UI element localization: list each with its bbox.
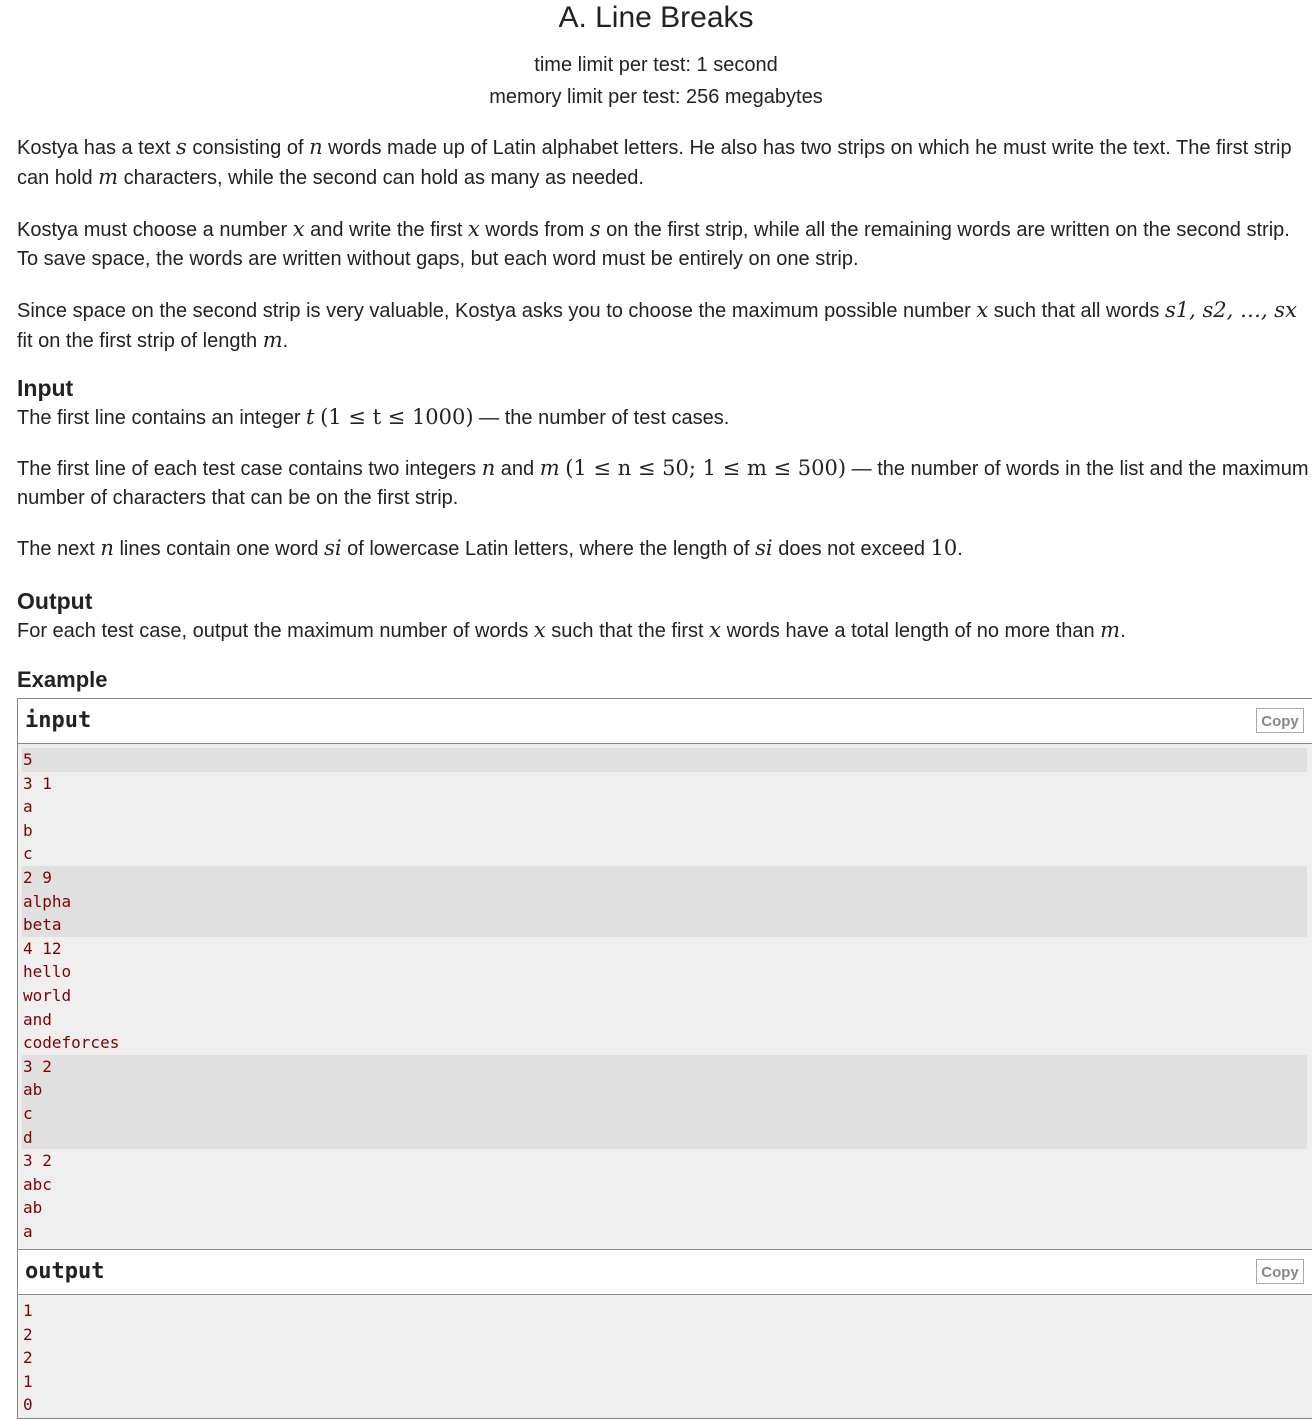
example-line: 1 xyxy=(23,1371,33,1391)
example-input-box xyxy=(17,698,1312,1250)
example-line: d xyxy=(22,1126,1307,1150)
example-line: ab xyxy=(22,1078,1307,1102)
example-output-box xyxy=(17,1249,1312,1419)
copy-output-button[interactable]: Copy xyxy=(1256,1259,1304,1284)
output-heading: Output xyxy=(17,588,93,614)
input-specification xyxy=(17,373,1312,564)
example-line: 2 xyxy=(23,1348,33,1368)
example-input-header xyxy=(18,699,1312,744)
example-line: c xyxy=(23,844,33,864)
example-output-label: output xyxy=(25,1259,105,1284)
statement-paragraph-2: Kostya must choose a number x and write the first x words from s on the first strip, while all the remaining words are written on the second strip. To save space, the words are written without gaps, but each word must be entirely on one strip. xyxy=(17,217,1290,270)
time-limit: time limit per test: 1 second xyxy=(534,54,778,76)
problem-title: A. Line Breaks xyxy=(558,1,754,34)
memory-limit: memory limit per test: 256 megabytes xyxy=(489,86,823,108)
example-line: 3 2 xyxy=(22,1055,1307,1079)
input-line-1: The first line contains an integer t (1 ≤ t ≤ 1000) — the number of test cases. xyxy=(17,405,730,429)
example-line: 1 xyxy=(23,1301,33,1320)
example-line: b xyxy=(23,820,33,840)
copy-input-button[interactable]: Copy xyxy=(1256,708,1304,733)
example-line: world xyxy=(23,985,72,1005)
example-line: a xyxy=(23,1221,33,1241)
example-line: 0 xyxy=(23,1395,33,1415)
example-line: a xyxy=(23,797,33,817)
example-line: abc xyxy=(23,1174,52,1194)
problem-page xyxy=(17,0,1312,1415)
output-line-1: For each test case, output the maximum number of words x such that the first x words have a total length of no more than m. xyxy=(17,618,1126,642)
example-line: 2 9 xyxy=(22,866,1307,890)
example-line: codeforces xyxy=(23,1033,120,1053)
example-line: 4 12 xyxy=(23,938,62,958)
example-line: c xyxy=(22,1102,1307,1126)
example-line: 3 1 xyxy=(23,773,52,793)
output-specification xyxy=(17,586,1312,646)
example-line: beta xyxy=(22,913,1307,937)
input-line-3: The next n lines contain one word si of lowercase Latin letters, where the length of si does not exceed 10. xyxy=(17,536,963,560)
example-input-label: input xyxy=(25,708,92,733)
example-heading: Example xyxy=(17,667,108,692)
example-output-header xyxy=(18,1250,1312,1295)
example-line: 3 2 xyxy=(23,1151,52,1171)
example-line: 2 xyxy=(23,1324,33,1344)
statement-paragraph-3: Since space on the second strip is very valuable, Kostya asks you to choose the maximum possible number x such that all words s1, s2, …, sx fit on the first strip of length m. xyxy=(17,298,1297,352)
example-line: 5 xyxy=(22,748,1307,772)
input-line-2: The first line of each test case contains two integers n and m (1 ≤ n ≤ 50; 1 ≤ m ≤ 500) — the number of words in the list and the maximum number of characters that can be on the first strip. xyxy=(17,456,1309,509)
example-input-content xyxy=(18,744,1312,1243)
input-heading: Input xyxy=(17,375,74,401)
problem-header xyxy=(0,0,1295,113)
example-line: alpha xyxy=(22,890,1307,914)
example-line: and xyxy=(23,1009,52,1029)
example-output-content xyxy=(18,1295,1312,1417)
example-line: ab xyxy=(23,1198,43,1218)
example-line: hello xyxy=(23,962,72,982)
legend-section xyxy=(17,133,1312,356)
statement-paragraph-1: Kostya has a text s consisting of n words made up of Latin alphabet letters. He also has two strips on which he must write the text. The first strip can hold m characters, while the second can hold as many as needed. xyxy=(17,135,1292,189)
